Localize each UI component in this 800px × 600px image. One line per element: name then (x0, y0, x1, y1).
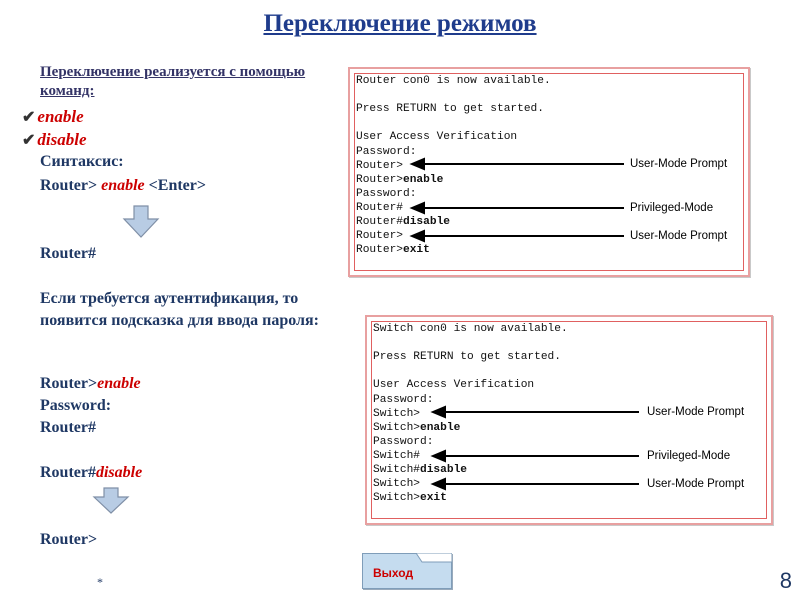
terminal-line: Press RETURN to get started. (373, 351, 561, 364)
router-terminal (348, 67, 750, 277)
terminal-line: Router#disable (356, 216, 450, 228)
terminal-line: Router> (356, 230, 403, 243)
annotation-user-mode: User-Mode Prompt (630, 230, 728, 242)
switch-annotation-arrows (367, 317, 771, 523)
intro-text: Переключение реализуется с помощью команд: (40, 64, 306, 99)
terminal-line: Switch# (373, 449, 420, 462)
terminal-line: Switch> (373, 478, 420, 491)
auth-prompt: Router> (40, 375, 98, 392)
terminal-line: Switch con0 is now available. (373, 323, 568, 335)
terminal-line: User Access Verification (373, 379, 535, 392)
terminal-line: Password: (356, 187, 417, 200)
command-disable (22, 130, 87, 150)
down-arrow-icon (92, 487, 130, 515)
command-label: disable (37, 130, 87, 149)
exit-button-label: Выход (373, 566, 414, 580)
annotation-user-mode: User-Mode Prompt (630, 158, 728, 170)
annotation-user-mode: User-Mode Prompt (647, 478, 745, 490)
terminal-line: Switch>enable (373, 421, 461, 434)
down-arrow-icon (122, 205, 160, 239)
terminal-line: Password: (373, 393, 434, 406)
terminal-line: Router>exit (356, 244, 430, 257)
terminal-line: Router# (356, 201, 403, 214)
syntax-command: enable (101, 177, 145, 194)
checkmark-icon: ✔ (22, 132, 36, 149)
auth-command: enable (97, 375, 141, 392)
terminal-line: Switch> (373, 407, 420, 420)
terminal-line: Switch#disable (373, 464, 467, 476)
page-number: 8 (779, 568, 792, 593)
disable-prompt: Router# (40, 464, 96, 481)
auth-paragraph: Если требуется аутентификация, то появится подсказка для ввода пароля: (40, 290, 319, 329)
terminal-line: Router>enable (356, 173, 444, 186)
disable-command: disable (95, 464, 143, 481)
router-hash-line-2: Router# (40, 419, 96, 436)
syntax-prefix: Router> (40, 177, 102, 194)
password-line: Password: (40, 397, 112, 414)
disable-line (40, 464, 142, 482)
slide-title: Переключение режимов (263, 10, 537, 37)
terminal-line: Switch>exit (373, 492, 447, 505)
annotation-user-mode: User-Mode Prompt (647, 406, 745, 418)
switch-terminal (365, 315, 773, 525)
annotation-privileged-mode: Privileged-Mode (647, 450, 731, 462)
terminal-line: Router con0 is now available. (356, 75, 551, 87)
terminal-line: Router> (356, 159, 403, 172)
footer-mark: * (97, 575, 103, 589)
syntax-suffix: <Enter> (144, 177, 206, 194)
router-hash-line: Router# (40, 245, 96, 262)
annotation-privileged-mode: Privileged-Mode (630, 202, 714, 214)
terminal-line: Password: (356, 145, 417, 158)
exit-button-tab (416, 553, 452, 563)
router-gt-line: Router> (40, 531, 98, 548)
command-enable (22, 107, 84, 127)
syntax-line (40, 177, 206, 195)
router-annotation-arrows (350, 69, 748, 275)
terminal-line: User Access Verification (356, 131, 518, 144)
terminal-line: Press RETURN to get started. (356, 103, 544, 116)
command-label: enable (37, 107, 84, 126)
auth-example-line (40, 375, 141, 393)
terminal-line: Password: (373, 435, 434, 448)
checkmark-icon: ✔ (22, 109, 36, 126)
syntax-label: Синтаксис: (40, 153, 124, 170)
